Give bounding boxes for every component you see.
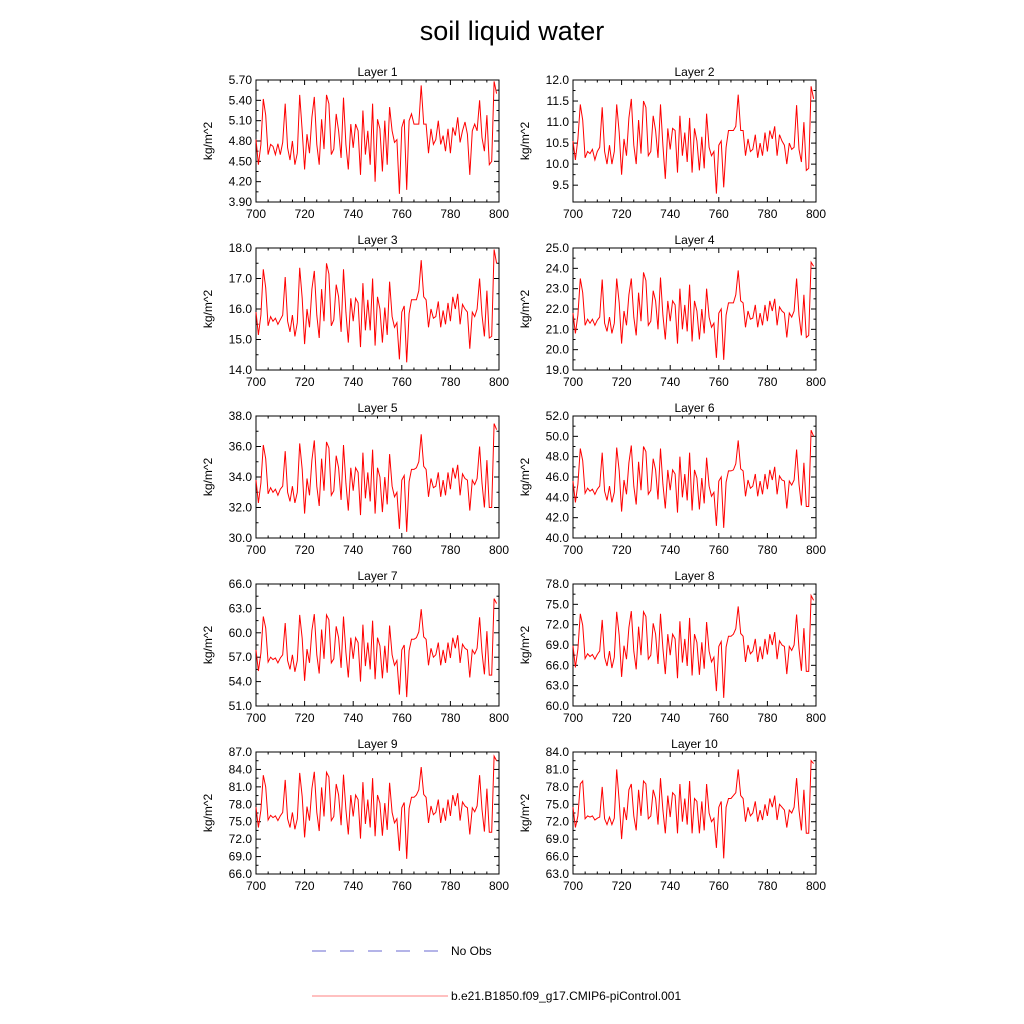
x-tick-label: 740 — [343, 543, 364, 557]
x-tick-label: 740 — [343, 879, 364, 893]
x-tick-label: 760 — [708, 543, 729, 557]
x-tick-label: 760 — [708, 711, 729, 725]
y-tick-label: 81.0 — [545, 762, 569, 777]
y-tick-label: 69.0 — [545, 832, 569, 847]
x-tick-label: 800 — [488, 375, 510, 389]
y-tick-label: 66.0 — [545, 849, 569, 864]
x-tick-label: 700 — [562, 711, 584, 725]
x-tick-label: 760 — [391, 879, 412, 893]
x-tick-label: 740 — [660, 207, 681, 221]
y-tick-label: 48.0 — [545, 449, 569, 464]
x-tick-label: 780 — [757, 879, 778, 893]
y-tick-label: 60.0 — [545, 699, 569, 713]
y-tick-label: 23.0 — [545, 281, 569, 296]
y-tick-label: 42.0 — [545, 510, 569, 525]
x-tick-label: 780 — [440, 879, 461, 893]
x-tick-label: 780 — [440, 543, 461, 557]
x-tick-label: 700 — [245, 375, 267, 389]
y-tick-label: 75.0 — [545, 797, 569, 812]
x-tick-label: 780 — [757, 375, 778, 389]
x-tick-label: 740 — [343, 207, 364, 221]
y-tick-label: 51.0 — [228, 699, 252, 713]
x-tick-label: 700 — [245, 879, 267, 893]
y-tick-label: 81.0 — [228, 779, 252, 794]
x-tick-label: 720 — [611, 879, 632, 893]
x-tick-label: 720 — [611, 207, 632, 221]
y-axis-label: kg/m^2 — [201, 625, 215, 665]
y-tick-label: 84.0 — [545, 745, 569, 759]
y-tick-label: 10.5 — [545, 136, 569, 151]
y-tick-label: 16.0 — [228, 302, 252, 316]
y-tick-label: 52.0 — [545, 409, 569, 423]
x-tick-label: 760 — [391, 207, 412, 221]
x-tick-label: 740 — [343, 375, 364, 389]
y-tick-label: 57.0 — [228, 650, 252, 665]
y-tick-label: 69.0 — [545, 638, 569, 652]
x-tick-label: 800 — [805, 879, 827, 893]
y-tick-label: 4.80 — [228, 134, 252, 148]
y-axis-label: kg/m^2 — [201, 457, 215, 497]
panel-title: Layer 1 — [357, 65, 398, 79]
x-tick-label: 700 — [245, 711, 267, 725]
panel-title: Layer 3 — [357, 233, 398, 247]
y-tick-label: 75.0 — [228, 814, 252, 829]
x-tick-label: 760 — [708, 207, 729, 221]
y-tick-label: 69.0 — [228, 849, 252, 864]
x-tick-label: 800 — [805, 375, 827, 389]
y-tick-label: 10.0 — [545, 157, 569, 172]
y-tick-label: 63.0 — [228, 601, 252, 616]
x-tick-label: 700 — [562, 879, 584, 893]
x-tick-label: 740 — [660, 375, 681, 389]
x-tick-label: 720 — [294, 207, 315, 221]
x-tick-label: 720 — [294, 543, 315, 557]
legend-no-obs-label: No Obs — [451, 944, 492, 958]
y-tick-label: 20.0 — [545, 342, 569, 357]
panel-title: Layer 6 — [674, 401, 715, 415]
legend-model-label: b.e21.B1850.f09_g17.CMIP6-piControl.001 — [451, 989, 682, 1003]
x-tick-label: 760 — [391, 711, 412, 725]
x-tick-label: 780 — [440, 207, 461, 221]
y-tick-label: 66.0 — [228, 577, 252, 591]
y-axis-label: kg/m^2 — [518, 793, 532, 833]
x-tick-label: 800 — [488, 879, 510, 893]
y-tick-label: 19.0 — [545, 363, 569, 377]
x-tick-label: 780 — [440, 711, 461, 725]
x-tick-label: 800 — [488, 543, 510, 557]
y-tick-label: 66.0 — [228, 867, 252, 881]
y-tick-label: 78.0 — [545, 779, 569, 794]
y-axis-label: kg/m^2 — [201, 121, 215, 161]
y-axis-label: kg/m^2 — [518, 289, 532, 329]
x-tick-label: 780 — [757, 711, 778, 725]
y-axis-label: kg/m^2 — [518, 625, 532, 665]
y-tick-label: 38.0 — [228, 409, 252, 423]
x-tick-label: 760 — [391, 375, 412, 389]
panel-title: Layer 7 — [357, 569, 398, 583]
figure-title: soil liquid water — [419, 16, 605, 46]
x-tick-label: 760 — [708, 375, 729, 389]
panel-title: Layer 2 — [674, 65, 715, 79]
y-tick-label: 9.5 — [552, 178, 569, 193]
y-tick-label: 34.0 — [228, 470, 252, 484]
y-tick-label: 78.0 — [228, 797, 252, 812]
y-tick-label: 72.0 — [228, 832, 252, 847]
y-tick-label: 50.0 — [545, 429, 569, 444]
x-tick-label: 740 — [660, 879, 681, 893]
x-tick-label: 780 — [440, 375, 461, 389]
y-tick-label: 36.0 — [228, 439, 252, 454]
x-tick-label: 720 — [611, 375, 632, 389]
y-tick-label: 22.0 — [545, 302, 569, 316]
x-tick-label: 720 — [294, 879, 315, 893]
y-tick-label: 72.0 — [545, 814, 569, 829]
y-tick-label: 54.0 — [228, 674, 252, 689]
x-tick-label: 740 — [660, 711, 681, 725]
y-tick-label: 87.0 — [228, 745, 252, 759]
x-tick-label: 800 — [805, 543, 827, 557]
x-tick-label: 700 — [562, 375, 584, 389]
panel-title: Layer 9 — [357, 737, 398, 751]
panel-title: Layer 4 — [674, 233, 715, 247]
x-tick-label: 700 — [562, 543, 584, 557]
x-tick-label: 780 — [757, 207, 778, 221]
panel-title: Layer 5 — [357, 401, 398, 415]
y-tick-label: 30.0 — [228, 531, 252, 545]
y-tick-label: 32.0 — [228, 500, 252, 515]
y-tick-label: 75.0 — [545, 597, 569, 612]
y-axis-label: kg/m^2 — [201, 793, 215, 833]
x-tick-label: 740 — [660, 543, 681, 557]
y-tick-label: 17.0 — [228, 271, 252, 286]
y-tick-label: 44.0 — [545, 490, 569, 505]
panel-title: Layer 8 — [674, 569, 715, 583]
y-axis-label: kg/m^2 — [518, 121, 532, 161]
y-tick-label: 4.20 — [228, 174, 252, 189]
y-tick-label: 18.0 — [228, 241, 252, 255]
x-tick-label: 700 — [245, 543, 267, 557]
y-tick-label: 3.90 — [228, 195, 252, 209]
x-tick-label: 800 — [805, 207, 827, 221]
y-tick-label: 84.0 — [228, 762, 252, 777]
x-tick-label: 700 — [245, 207, 267, 221]
x-tick-label: 720 — [294, 711, 315, 725]
y-tick-label: 11.0 — [546, 115, 569, 130]
y-tick-label: 4.50 — [228, 154, 252, 169]
y-tick-label: 78.0 — [545, 577, 569, 591]
y-tick-label: 46.0 — [545, 470, 569, 484]
y-tick-label: 63.0 — [545, 678, 569, 693]
y-tick-label: 72.0 — [545, 617, 569, 632]
y-tick-label: 66.0 — [545, 658, 569, 673]
y-tick-label: 21.0 — [545, 322, 569, 337]
x-tick-label: 720 — [611, 543, 632, 557]
x-tick-label: 720 — [294, 375, 315, 389]
y-axis-label: kg/m^2 — [518, 457, 532, 497]
y-tick-label: 11.5 — [546, 94, 569, 109]
x-tick-label: 760 — [708, 879, 729, 893]
y-tick-label: 5.10 — [228, 113, 252, 128]
panel-title: Layer 10 — [671, 737, 718, 751]
x-tick-label: 800 — [488, 207, 510, 221]
x-tick-label: 760 — [391, 543, 412, 557]
y-tick-label: 40.0 — [545, 531, 569, 545]
y-tick-label: 15.0 — [228, 332, 252, 347]
x-tick-label: 800 — [488, 711, 510, 725]
x-tick-label: 800 — [805, 711, 827, 725]
y-tick-label: 14.0 — [228, 363, 252, 377]
x-tick-label: 740 — [343, 711, 364, 725]
y-tick-label: 12.0 — [545, 73, 569, 87]
y-tick-label: 5.70 — [228, 73, 252, 87]
y-tick-label: 25.0 — [545, 241, 569, 255]
y-tick-label: 63.0 — [545, 867, 569, 881]
y-tick-label: 60.0 — [228, 625, 252, 640]
y-tick-label: 5.40 — [228, 93, 252, 108]
x-tick-label: 780 — [757, 543, 778, 557]
x-tick-label: 700 — [562, 207, 584, 221]
y-axis-label: kg/m^2 — [201, 289, 215, 329]
x-tick-label: 720 — [611, 711, 632, 725]
y-tick-label: 24.0 — [545, 261, 569, 276]
